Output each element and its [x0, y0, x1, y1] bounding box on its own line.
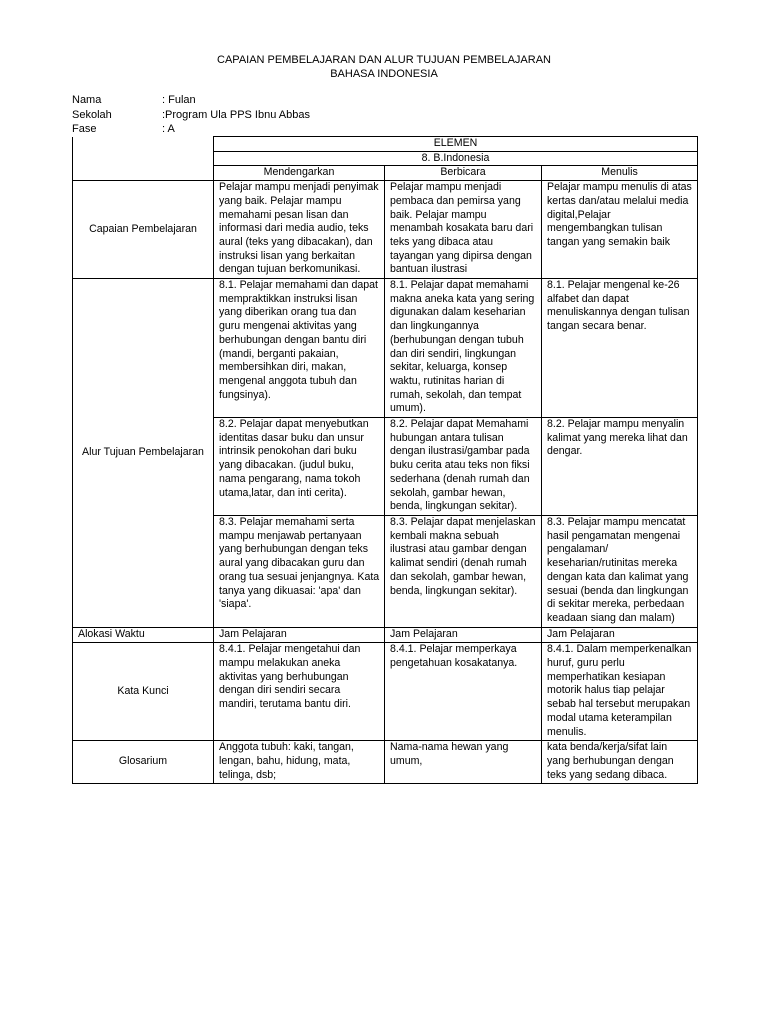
alokasi-cell-berbicara: Jam Pelajaran — [385, 627, 542, 643]
alokasi-cell-mendengarkan: Jam Pelajaran — [214, 627, 385, 643]
document-subtitle: BAHASA INDONESIA — [330, 68, 438, 80]
nama-value: : Fulan — [162, 94, 196, 106]
kata-kunci-label: Kata Kunci — [73, 643, 214, 741]
info-row-fase — [72, 122, 310, 137]
student-info — [72, 93, 310, 137]
subject-row — [73, 151, 698, 166]
alur-cell-berbicara: 8.3. Pelajar dapat menjelaskan kembali makna sebuah ilustrasi atau gambar dengan kalimat sendiri (denah rumah dan sekolah, gambar hewan, benda, lingkungan sekitar). — [385, 515, 542, 627]
kata-kunci-row — [73, 643, 698, 741]
capaian-cell-mendengarkan: Pelajar mampu menjadi penyimak yang baik. Pelajar mampu memahami pesan lisan dan informasi dari media audio, teks aural (teks yang dibacakan), dan instruksi lisan yang berkaitan dengan tujuan berkomunikasi. — [214, 181, 385, 279]
column-header-berbicara: Berbicara — [385, 166, 542, 181]
alur-label: Alur Tujuan Pembelajaran — [73, 279, 214, 628]
sekolah-label: Sekolah — [72, 108, 112, 121]
alur-cell-berbicara: 8.2. Pelajar dapat Memahami hubungan antara tulisan dengan ilustrasi/gambar pada buku cerita atau teks non fiksi sederhana (denah rumah dan sekolah, gambar hewan, benda, lingkungan sekitar). — [385, 418, 542, 516]
alur-cell-mendengarkan: 8.1. Pelajar memahami dan dapat mempraktikkan instruksi lisan yang diberikan orang tua dan guru mengenai aktivitas yang berhubungan dengan bantu diri (mandi, berganti pakaian, membersihkan diri, makan, mengenal anggota tubuh dan fungsinya). — [214, 279, 385, 418]
column-header-mendengarkan: Mendengarkan — [214, 166, 385, 181]
curriculum-table — [72, 136, 698, 784]
capaian-row — [73, 181, 698, 279]
kata-kunci-cell-mendengarkan: 8.4.1. Pelajar mengetahui dan mampu melakukan aneka aktivitas yang berhubungan dengan diri sendiri secara mandiri, terutama bantu diri. — [214, 643, 385, 741]
sekolah-value: :Program Ula PPS Ibnu Abbas — [162, 108, 310, 121]
column-header-row — [73, 166, 698, 181]
corner-cell — [73, 137, 214, 152]
elemen-header: ELEMEN — [214, 137, 698, 152]
alur-cell-menulis: 8.2. Pelajar mampu menyalin kalimat yang mereka lihat dan dengar. — [542, 418, 698, 516]
alur-cell-mendengarkan: 8.2. Pelajar dapat menyebutkan identitas dasar buku dan unsur intrinsik penokohan dari buku yang dibacakan. (judul buku, nama pengarang, nama tokoh utama,latar, dan inti cerita). — [214, 418, 385, 516]
subject-header: 8. B.Indonesia — [214, 151, 698, 166]
capaian-cell-berbicara: Pelajar mampu menjadi pembaca dan pemirsa yang baik. Pelajar mampu menambah kosakata baru dari teks yang dibaca atau tayangan yang dipirsa dengan bantuan ilustrasi — [385, 181, 542, 279]
alur-cell-berbicara: 8.1. Pelajar dapat memahami makna aneka kata yang sering digunakan dalam keseharian dan lingkungannya (berhubungan dengan tubuh dan diri sendiri, lingkungan sekitar, keluarga, konsep waktu, rutinitas harian di rumah, sekolah, dan tempat umum). — [385, 279, 542, 418]
alur-cell-menulis: 8.3. Pelajar mampu mencatat hasil pengamatan mengenai pengalaman/ keseharian/rutinitas mereka dengan kata dan kalimat yang sesuai (benda dan lingkungan di sekitar mereka, perbedaan keadaan siang dan malam) — [542, 515, 698, 627]
fase-value: : A — [162, 123, 175, 135]
alokasi-label: Alokasi Waktu — [73, 627, 214, 643]
alokasi-cell-menulis: Jam Pelajaran — [542, 627, 698, 643]
alur-row-1 — [73, 279, 698, 418]
glosarium-cell-berbicara: Nama-nama hewan yang umum, — [385, 741, 542, 784]
glosarium-cell-mendengarkan: Anggota tubuh: kaki, tangan, lengan, bahu, hidung, mata, telinga, dsb; — [214, 741, 385, 784]
capaian-label: Capaian Pembelajaran — [73, 181, 214, 279]
info-row-sekolah — [72, 108, 310, 123]
alur-cell-mendengarkan: 8.3. Pelajar memahami serta mampu menjawab pertanyaan yang berhubungan dengan teks aural yang dibacakan guru dan orang tua sesuai jenjangnya. Kata tanya yang dikuasai: 'apa' dan 'siapa'. — [214, 515, 385, 627]
capaian-cell-menulis: Pelajar mampu menulis di atas kertas dan/atau melalui media digital,Pelajar mengembangkan tulisan tangan yang semakin baik — [542, 181, 698, 279]
alur-cell-menulis: 8.1. Pelajar mengenal ke-26 alfabet dan dapat menuliskannya dengan tulisan tangan secara benar. — [542, 279, 698, 418]
fase-label: Fase — [72, 123, 97, 135]
kata-kunci-cell-menulis: 8.4.1. Dalam memperkenalkan huruf, guru perlu memperhatikan kesiapan motorik halus tiap pelajar sebab hal tersebut merupakan modal utama keterampilan menulis. — [542, 643, 698, 741]
document-title: CAPAIAN PEMBELAJARAN DAN ALUR TUJUAN PEMBELAJARAN — [217, 54, 551, 66]
nama-label: Nama — [72, 94, 102, 106]
column-header-menulis: Menulis — [542, 166, 698, 181]
elemen-row — [73, 137, 698, 152]
alokasi-row — [73, 627, 698, 643]
info-row-nama — [72, 93, 310, 108]
corner-cell — [73, 151, 214, 166]
glosarium-cell-menulis: kata benda/kerja/sifat lain yang berhubungan dengan teks yang sedang dibaca. — [542, 741, 698, 784]
corner-cell — [73, 166, 214, 181]
kata-kunci-cell-berbicara: 8.4.1. Pelajar memperkaya pengetahuan kosakatanya. — [385, 643, 542, 741]
glosarium-label: Glosarium — [73, 741, 214, 784]
glosarium-row — [73, 741, 698, 784]
